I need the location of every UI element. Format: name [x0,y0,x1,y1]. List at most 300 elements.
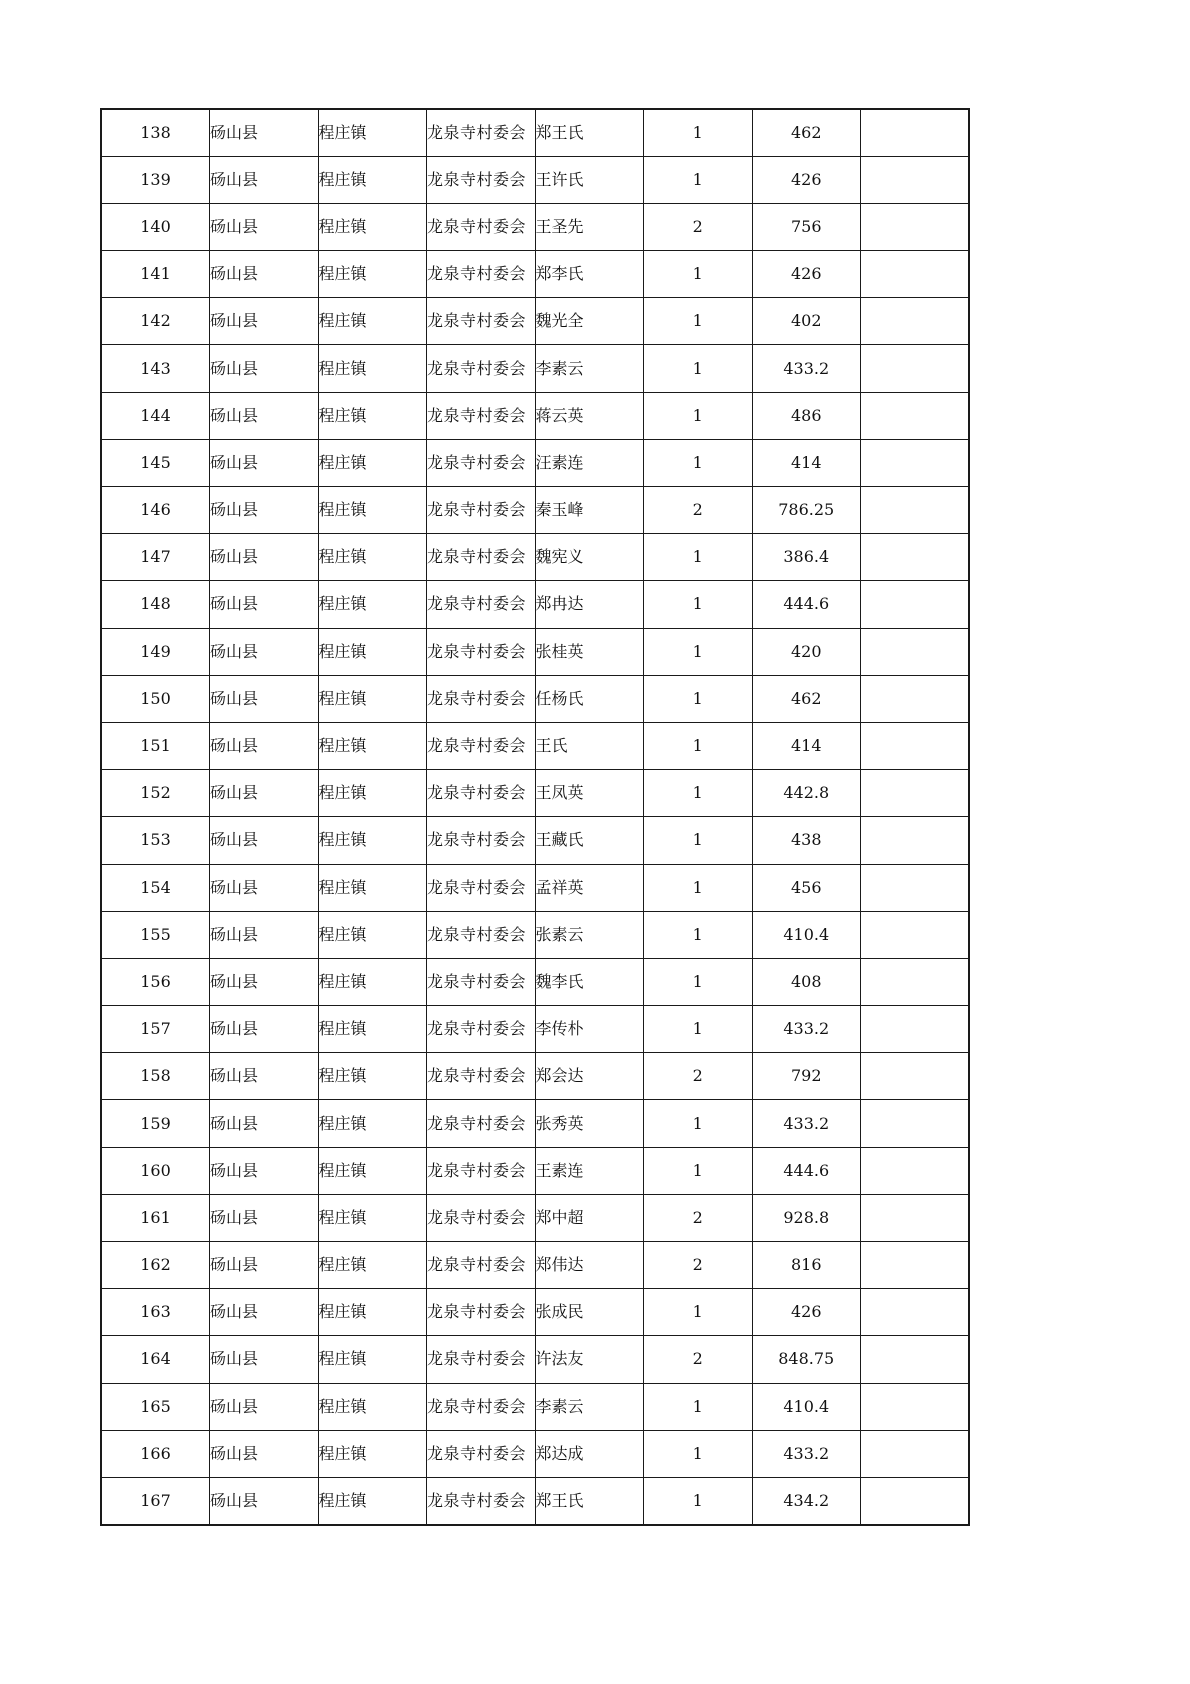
cell-town: 程庄镇 [318,1383,427,1430]
table-row [101,675,969,722]
cell-town: 程庄镇 [318,1053,427,1100]
cell-county: 砀山县 [210,487,319,534]
cell-amount: 410.4 [752,911,861,958]
cell-household-count: 1 [644,345,753,392]
cell-amount: 433.2 [752,1006,861,1053]
cell-person-name: 任杨氏 [535,675,644,722]
cell-note [861,298,970,345]
cell-serial-number: 154 [101,864,210,911]
cell-person-name: 李素云 [535,1383,644,1430]
cell-household-count: 1 [644,392,753,439]
cell-note [861,1242,970,1289]
cell-town: 程庄镇 [318,1100,427,1147]
cell-note [861,1383,970,1430]
cell-village-committee [427,581,536,628]
cell-village-committee [427,251,536,298]
cell-note [861,487,970,534]
cell-amount: 462 [752,109,861,156]
cell-note [861,1336,970,1383]
cell-county: 砀山县 [210,1100,319,1147]
cell-note [861,1006,970,1053]
cell-household-count: 1 [644,1100,753,1147]
cell-town: 程庄镇 [318,958,427,1005]
cell-note [861,439,970,486]
cell-person-name: 郑伟达 [535,1242,644,1289]
roster-table-body [101,109,969,1525]
cell-county: 砀山县 [210,1383,319,1430]
cell-village-committee [427,1336,536,1383]
cell-person-name: 郑王氏 [535,109,644,156]
cell-county: 砀山县 [210,1006,319,1053]
table-row [101,109,969,156]
cell-household-count: 1 [644,770,753,817]
cell-serial-number: 157 [101,1006,210,1053]
cell-serial-number: 161 [101,1194,210,1241]
cell-county: 砀山县 [210,251,319,298]
village-committee-text: 龙泉寺村委会 [427,405,527,425]
cell-village-committee [427,770,536,817]
cell-note [861,1430,970,1477]
village-committee-text: 龙泉寺村委会 [427,783,527,803]
cell-amount: 434.2 [752,1477,861,1524]
cell-village-committee [427,392,536,439]
village-committee-text: 龙泉寺村委会 [427,311,527,331]
table-row [101,298,969,345]
table-row [101,958,969,1005]
table-row [101,1242,969,1289]
cell-amount: 848.75 [752,1336,861,1383]
cell-town: 程庄镇 [318,251,427,298]
cell-serial-number: 142 [101,298,210,345]
cell-household-count: 1 [644,864,753,911]
village-committee-text: 龙泉寺村委会 [427,1490,527,1510]
cell-household-count: 1 [644,1289,753,1336]
cell-amount: 438 [752,817,861,864]
cell-note [861,109,970,156]
cell-note [861,958,970,1005]
cell-note [861,1289,970,1336]
village-committee-text: 龙泉寺村委会 [427,122,527,142]
cell-amount: 420 [752,628,861,675]
village-committee-text: 龙泉寺村委会 [427,924,527,944]
village-committee-text: 龙泉寺村委会 [427,1302,527,1322]
cell-amount: 462 [752,675,861,722]
cell-serial-number: 158 [101,1053,210,1100]
cell-serial-number: 167 [101,1477,210,1524]
cell-person-name: 王凤英 [535,770,644,817]
cell-amount: 786.25 [752,487,861,534]
cell-county: 砀山县 [210,1430,319,1477]
cell-note [861,534,970,581]
cell-serial-number: 163 [101,1289,210,1336]
table-row [101,392,969,439]
cell-household-count: 1 [644,439,753,486]
table-row [101,770,969,817]
village-committee-text: 龙泉寺村委会 [427,1396,527,1416]
cell-note [861,628,970,675]
village-committee-text: 龙泉寺村委会 [427,1019,527,1039]
cell-amount: 928.8 [752,1194,861,1241]
cell-note [861,1147,970,1194]
table-row [101,722,969,769]
cell-town: 程庄镇 [318,1336,427,1383]
cell-serial-number: 150 [101,675,210,722]
cell-amount: 426 [752,251,861,298]
cell-town: 程庄镇 [318,1289,427,1336]
cell-village-committee [427,958,536,1005]
cell-village-committee [427,722,536,769]
cell-household-count: 1 [644,1477,753,1524]
cell-town: 程庄镇 [318,298,427,345]
cell-household-count: 1 [644,958,753,1005]
cell-village-committee [427,1147,536,1194]
cell-note [861,345,970,392]
cell-serial-number: 166 [101,1430,210,1477]
cell-county: 砀山县 [210,392,319,439]
cell-town: 程庄镇 [318,911,427,958]
cell-household-count: 1 [644,109,753,156]
cell-serial-number: 153 [101,817,210,864]
cell-village-committee [427,156,536,203]
cell-town: 程庄镇 [318,534,427,581]
cell-person-name: 郑中超 [535,1194,644,1241]
cell-serial-number: 139 [101,156,210,203]
cell-person-name: 郑达成 [535,1430,644,1477]
cell-serial-number: 156 [101,958,210,1005]
cell-village-committee [427,628,536,675]
cell-person-name: 张成民 [535,1289,644,1336]
village-committee-text: 龙泉寺村委会 [427,547,527,567]
cell-village-committee [427,1383,536,1430]
cell-person-name: 秦玉峰 [535,487,644,534]
cell-town: 程庄镇 [318,109,427,156]
cell-serial-number: 151 [101,722,210,769]
village-committee-text: 龙泉寺村委会 [427,1066,527,1086]
cell-amount: 426 [752,156,861,203]
table-row [101,911,969,958]
cell-person-name: 李素云 [535,345,644,392]
cell-town: 程庄镇 [318,1194,427,1241]
cell-note [861,1477,970,1524]
cell-note [861,156,970,203]
cell-village-committee [427,298,536,345]
cell-county: 砀山县 [210,203,319,250]
cell-county: 砀山县 [210,1194,319,1241]
table-row [101,1194,969,1241]
cell-town: 程庄镇 [318,439,427,486]
cell-amount: 433.2 [752,1100,861,1147]
cell-serial-number: 141 [101,251,210,298]
cell-town: 程庄镇 [318,628,427,675]
village-committee-text: 龙泉寺村委会 [427,264,527,284]
table-row [101,1147,969,1194]
cell-note [861,581,970,628]
cell-village-committee [427,345,536,392]
cell-county: 砀山县 [210,156,319,203]
cell-county: 砀山县 [210,1053,319,1100]
cell-person-name: 郑王氏 [535,1477,644,1524]
cell-note [861,864,970,911]
cell-note [861,722,970,769]
cell-town: 程庄镇 [318,1430,427,1477]
cell-town: 程庄镇 [318,722,427,769]
village-committee-text: 龙泉寺村委会 [427,594,527,614]
table-row [101,1006,969,1053]
cell-amount: 426 [752,1289,861,1336]
cell-person-name: 李传朴 [535,1006,644,1053]
cell-village-committee [427,817,536,864]
cell-note [861,203,970,250]
cell-person-name: 许法友 [535,1336,644,1383]
cell-household-count: 1 [644,156,753,203]
village-committee-text: 龙泉寺村委会 [427,830,527,850]
cell-household-count: 1 [644,1006,753,1053]
table-row [101,251,969,298]
cell-town: 程庄镇 [318,487,427,534]
cell-amount: 433.2 [752,345,861,392]
cell-county: 砀山县 [210,958,319,1005]
cell-county: 砀山县 [210,864,319,911]
cell-note [861,817,970,864]
cell-village-committee [427,203,536,250]
cell-county: 砀山县 [210,1147,319,1194]
table-row [101,1477,969,1524]
village-committee-text: 龙泉寺村委会 [427,169,527,189]
village-committee-text: 龙泉寺村委会 [427,736,527,756]
cell-household-count: 2 [644,1194,753,1241]
cell-county: 砀山县 [210,1242,319,1289]
cell-serial-number: 145 [101,439,210,486]
cell-household-count: 1 [644,534,753,581]
table-row [101,1100,969,1147]
roster-table [100,108,970,1526]
cell-amount: 444.6 [752,581,861,628]
cell-serial-number: 162 [101,1242,210,1289]
village-committee-text: 龙泉寺村委会 [427,1443,527,1463]
cell-county: 砀山县 [210,1477,319,1524]
cell-household-count: 1 [644,722,753,769]
cell-household-count: 2 [644,1336,753,1383]
cell-person-name: 王藏氏 [535,817,644,864]
cell-town: 程庄镇 [318,203,427,250]
cell-household-count: 1 [644,1147,753,1194]
table-row [101,345,969,392]
cell-person-name: 郑李氏 [535,251,644,298]
cell-serial-number: 160 [101,1147,210,1194]
cell-person-name: 王素连 [535,1147,644,1194]
cell-person-name: 王许氏 [535,156,644,203]
village-committee-text: 龙泉寺村委会 [427,971,527,991]
cell-town: 程庄镇 [318,864,427,911]
table-row [101,156,969,203]
cell-note [861,1053,970,1100]
cell-person-name: 郑会达 [535,1053,644,1100]
cell-serial-number: 144 [101,392,210,439]
table-row [101,439,969,486]
table-row [101,817,969,864]
cell-serial-number: 148 [101,581,210,628]
cell-amount: 792 [752,1053,861,1100]
cell-person-name: 魏宪义 [535,534,644,581]
cell-serial-number: 138 [101,109,210,156]
cell-county: 砀山县 [210,817,319,864]
cell-county: 砀山县 [210,1336,319,1383]
village-committee-text: 龙泉寺村委会 [427,1207,527,1227]
cell-person-name: 王氏 [535,722,644,769]
cell-town: 程庄镇 [318,675,427,722]
cell-village-committee [427,534,536,581]
table-row [101,203,969,250]
cell-person-name: 张桂英 [535,628,644,675]
cell-village-committee [427,1053,536,1100]
cell-town: 程庄镇 [318,1242,427,1289]
village-committee-text: 龙泉寺村委会 [427,1113,527,1133]
cell-amount: 756 [752,203,861,250]
cell-village-committee [427,864,536,911]
table-row [101,1383,969,1430]
cell-person-name: 魏光全 [535,298,644,345]
cell-serial-number: 149 [101,628,210,675]
cell-amount: 402 [752,298,861,345]
cell-village-committee [427,1194,536,1241]
cell-county: 砀山县 [210,534,319,581]
cell-note [861,675,970,722]
cell-village-committee [427,1100,536,1147]
cell-household-count: 1 [644,581,753,628]
village-committee-text: 龙泉寺村委会 [427,877,527,897]
table-row [101,628,969,675]
cell-serial-number: 147 [101,534,210,581]
cell-town: 程庄镇 [318,817,427,864]
village-committee-text: 龙泉寺村委会 [427,500,527,520]
cell-village-committee [427,1006,536,1053]
table-row [101,487,969,534]
cell-county: 砀山县 [210,911,319,958]
cell-amount: 442.8 [752,770,861,817]
cell-county: 砀山县 [210,298,319,345]
cell-person-name: 张秀英 [535,1100,644,1147]
village-committee-text: 龙泉寺村委会 [427,641,527,661]
cell-household-count: 1 [644,628,753,675]
cell-county: 砀山县 [210,722,319,769]
table-row [101,581,969,628]
cell-household-count: 2 [644,1242,753,1289]
cell-note [861,1100,970,1147]
table-row [101,1053,969,1100]
cell-town: 程庄镇 [318,1006,427,1053]
cell-serial-number: 152 [101,770,210,817]
cell-household-count: 2 [644,1053,753,1100]
cell-county: 砀山县 [210,628,319,675]
table-row [101,1336,969,1383]
cell-person-name: 王圣先 [535,203,644,250]
cell-amount: 433.2 [752,1430,861,1477]
cell-person-name: 张素云 [535,911,644,958]
cell-amount: 414 [752,439,861,486]
cell-village-committee [427,1477,536,1524]
cell-person-name: 汪素连 [535,439,644,486]
cell-note [861,911,970,958]
cell-village-committee [427,1430,536,1477]
cell-household-count: 1 [644,817,753,864]
cell-serial-number: 140 [101,203,210,250]
cell-amount: 816 [752,1242,861,1289]
cell-village-committee [427,1289,536,1336]
cell-amount: 444.6 [752,1147,861,1194]
table-row [101,1289,969,1336]
cell-amount: 414 [752,722,861,769]
cell-serial-number: 155 [101,911,210,958]
cell-amount: 410.4 [752,1383,861,1430]
cell-village-committee [427,439,536,486]
cell-town: 程庄镇 [318,581,427,628]
cell-county: 砀山县 [210,109,319,156]
cell-note [861,1194,970,1241]
cell-note [861,770,970,817]
cell-serial-number: 143 [101,345,210,392]
cell-person-name: 魏李氏 [535,958,644,1005]
cell-village-committee [427,487,536,534]
cell-amount: 456 [752,864,861,911]
cell-town: 程庄镇 [318,345,427,392]
village-committee-text: 龙泉寺村委会 [427,1349,527,1369]
cell-note [861,392,970,439]
cell-serial-number: 165 [101,1383,210,1430]
cell-village-committee [427,1242,536,1289]
cell-household-count: 2 [644,487,753,534]
cell-note [861,251,970,298]
cell-household-count: 1 [644,911,753,958]
cell-serial-number: 164 [101,1336,210,1383]
cell-household-count: 1 [644,251,753,298]
village-committee-text: 龙泉寺村委会 [427,358,527,378]
cell-amount: 408 [752,958,861,1005]
cell-household-count: 1 [644,1430,753,1477]
village-committee-text: 龙泉寺村委会 [427,1160,527,1180]
cell-town: 程庄镇 [318,156,427,203]
cell-amount: 386.4 [752,534,861,581]
cell-county: 砀山县 [210,770,319,817]
cell-county: 砀山县 [210,1289,319,1336]
table-row [101,864,969,911]
cell-town: 程庄镇 [318,1147,427,1194]
cell-village-committee [427,109,536,156]
cell-household-count: 1 [644,675,753,722]
cell-county: 砀山县 [210,581,319,628]
cell-county: 砀山县 [210,345,319,392]
village-committee-text: 龙泉寺村委会 [427,1255,527,1275]
village-committee-text: 龙泉寺村委会 [427,688,527,708]
village-committee-text: 龙泉寺村委会 [427,216,527,236]
table-row [101,534,969,581]
cell-person-name: 郑冉达 [535,581,644,628]
village-committee-text: 龙泉寺村委会 [427,452,527,472]
table-row [101,1430,969,1477]
cell-county: 砀山县 [210,439,319,486]
cell-household-count: 2 [644,203,753,250]
cell-town: 程庄镇 [318,392,427,439]
cell-village-committee [427,675,536,722]
cell-serial-number: 159 [101,1100,210,1147]
cell-town: 程庄镇 [318,1477,427,1524]
cell-county: 砀山县 [210,675,319,722]
cell-serial-number: 146 [101,487,210,534]
cell-town: 程庄镇 [318,770,427,817]
cell-household-count: 1 [644,298,753,345]
cell-amount: 486 [752,392,861,439]
cell-person-name: 蒋云英 [535,392,644,439]
cell-person-name: 孟祥英 [535,864,644,911]
